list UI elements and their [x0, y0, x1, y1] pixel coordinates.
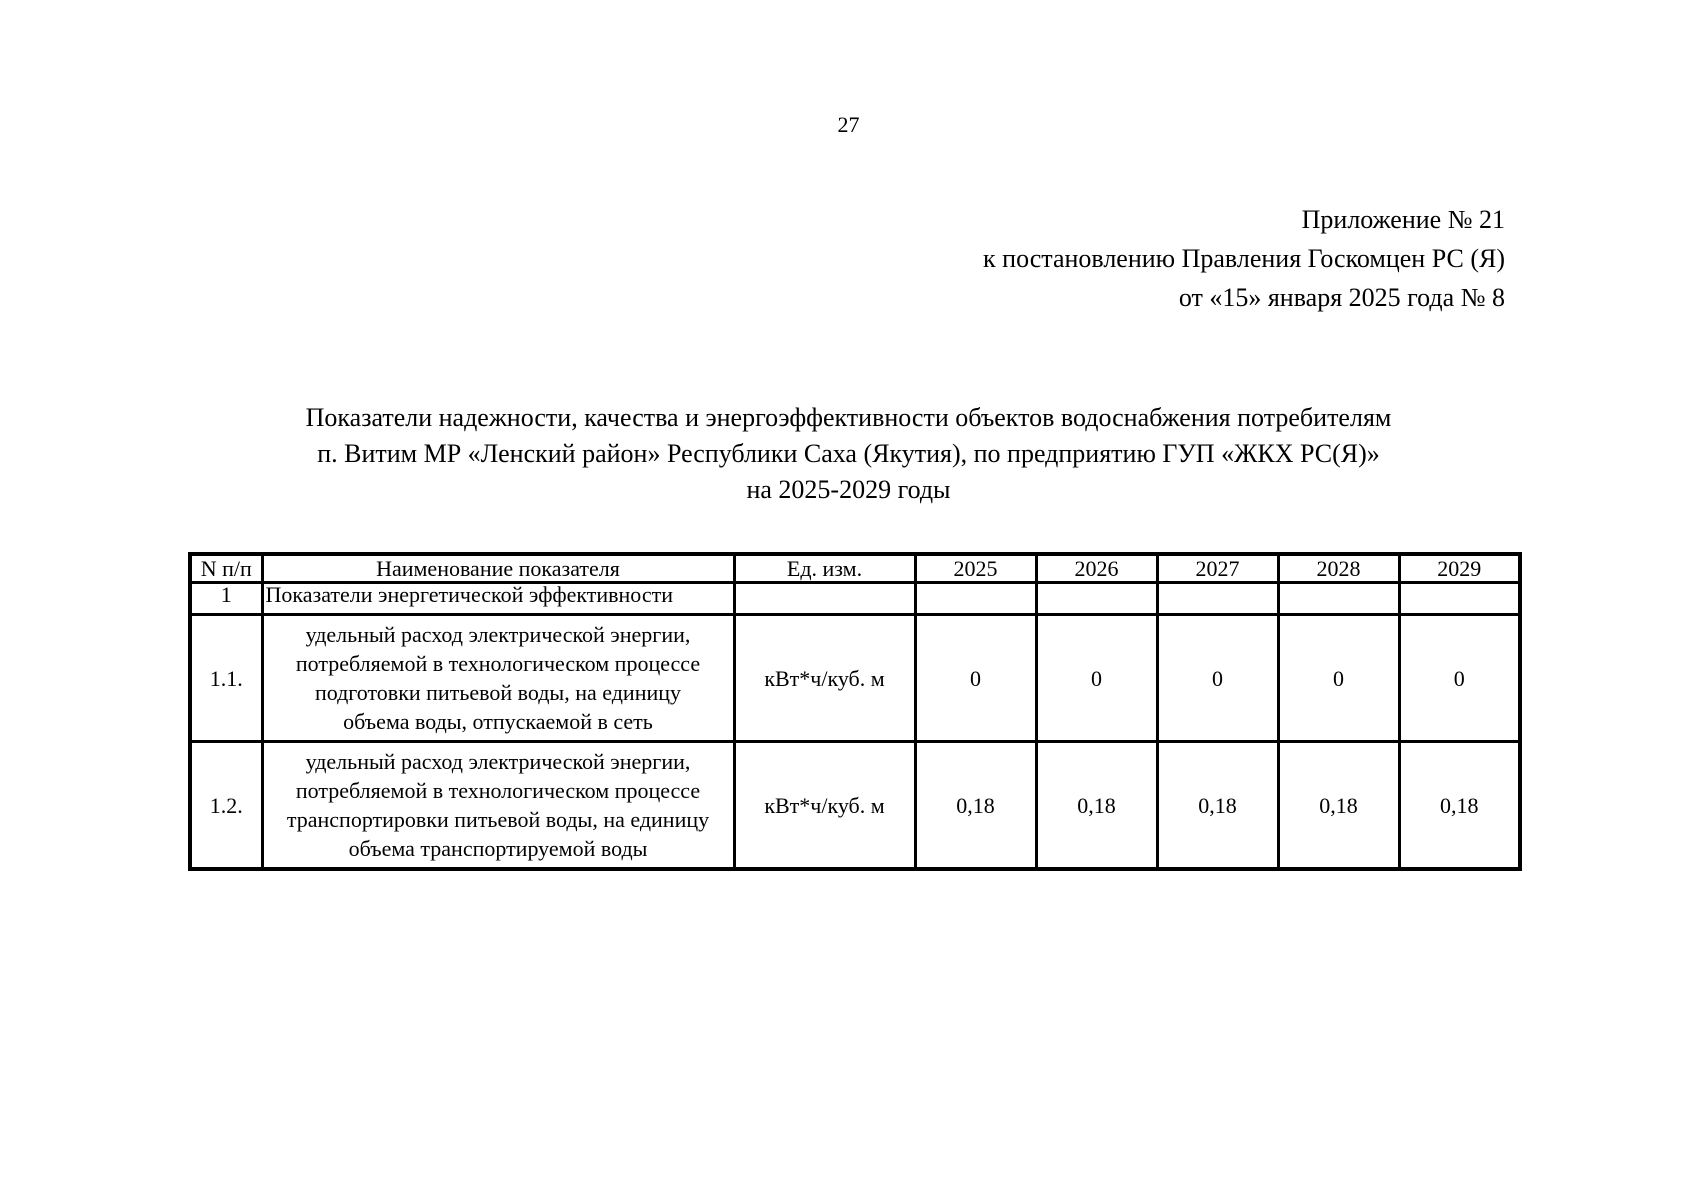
header-year-2027: 2027	[1157, 554, 1278, 583]
header-num: N п/п	[190, 554, 262, 583]
page-number: 27	[837, 112, 860, 137]
row-value-2028: 0,18	[1278, 742, 1399, 870]
section-empty-cell	[915, 583, 1036, 615]
header-unit: Ед. изм.	[734, 554, 915, 583]
header-name: Наименование показателя	[262, 554, 734, 583]
row-value-2027: 0,18	[1157, 742, 1278, 870]
title-line-2: п. Витим МР «Ленский район» Республики Саха (Якутия), по предприятию ГУП «ЖКХ РС(Я)»	[317, 439, 1380, 468]
indicators-table	[188, 552, 1522, 871]
header-year-2028: 2028	[1278, 554, 1399, 583]
section-empty-cell	[1399, 583, 1520, 615]
title-line-1: Показатели надежности, качества и энергоэффективности объектов водоснабжения потребителям	[305, 403, 1392, 432]
row-unit: кВт*ч/куб. м	[734, 742, 915, 870]
appendix-line-1: Приложение № 21	[1301, 205, 1505, 234]
appendix-line-3: от «15» января 2025 года № 8	[1178, 283, 1505, 312]
row-name-line: транспортировки питьевой воды, на единицу	[286, 807, 710, 832]
row-value-2026: 0	[1036, 615, 1157, 742]
section-empty-cell	[1278, 583, 1399, 615]
row-name-line: потребляемой в технологическом процессе	[295, 778, 701, 803]
row-value-2026: 0,18	[1036, 742, 1157, 870]
table-header-row	[190, 554, 1520, 583]
row-value-2028: 0	[1278, 615, 1399, 742]
row-value-2025: 0,18	[915, 742, 1036, 870]
row-name	[262, 615, 734, 742]
table-row	[190, 742, 1520, 870]
table-row	[190, 615, 1520, 742]
row-unit: кВт*ч/куб. м	[734, 615, 915, 742]
appendix-line-2: к постановлению Правления Госкомцен РС (Я)	[983, 244, 1505, 273]
row-value-2025: 0	[915, 615, 1036, 742]
row-value-2029: 0,18	[1399, 742, 1520, 870]
header-year-2029: 2029	[1399, 554, 1520, 583]
row-num: 1.1.	[190, 615, 262, 742]
section-name: Показатели энергетической эффективности	[262, 583, 734, 615]
section-num: 1	[190, 583, 262, 615]
section-empty-cell	[1157, 583, 1278, 615]
row-num: 1.2.	[190, 742, 262, 870]
row-name	[262, 742, 734, 870]
row-name-line: потребляемой в технологическом процессе	[295, 651, 701, 676]
document-title	[0, 400, 1697, 508]
appendix-block	[983, 200, 1505, 317]
title-line-3: на 2025-2029 годы	[746, 475, 951, 504]
section-empty-cell	[734, 583, 915, 615]
section-row	[190, 583, 1520, 615]
row-name-line: объема воды, отпускаемой в сеть	[343, 709, 653, 734]
row-value-2029: 0	[1399, 615, 1520, 742]
indicators-table-wrapper	[188, 552, 1522, 871]
row-name-line: подготовки питьевой воды, на единицу	[314, 680, 682, 705]
header-year-2026: 2026	[1036, 554, 1157, 583]
header-year-2025: 2025	[915, 554, 1036, 583]
row-value-2027: 0	[1157, 615, 1278, 742]
row-name-line: удельный расход электрической энергии,	[305, 622, 691, 647]
section-empty-cell	[1036, 583, 1157, 615]
row-name-line: объема транспортируемой воды	[348, 836, 648, 861]
row-name-line: удельный расход электрической энергии,	[305, 749, 691, 774]
